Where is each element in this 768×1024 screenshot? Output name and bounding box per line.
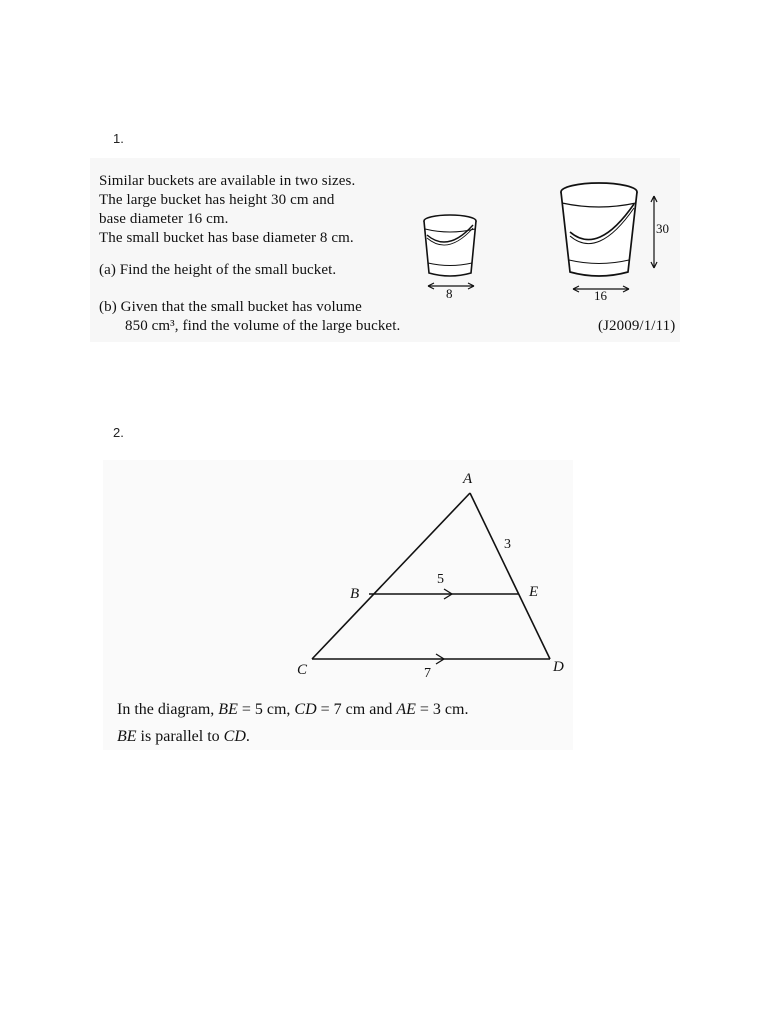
q1-part-b-line-2: 850 cm³, find the volume of the large bucket. [125, 318, 401, 334]
side-ac [312, 493, 470, 659]
small-bucket-diameter-label: 8 [446, 286, 453, 301]
q1-reference: (J2009/1/11) [598, 318, 676, 334]
q1-line-3: base diameter 16 cm. [99, 211, 229, 227]
vertex-c-label: C [297, 662, 308, 678]
q1-part-b-line-1: (b) Given that the small bucket has volume [99, 299, 362, 315]
q1-line-1: Similar buckets are available in two sizes. [99, 173, 356, 189]
length-ae-label: 3 [504, 537, 511, 552]
large-bucket-height-label: 30 [656, 221, 669, 236]
q1-line-4: The small bucket has base diameter 8 cm. [99, 230, 354, 246]
vertex-e-label: E [529, 584, 539, 600]
vertex-b-label: B [350, 586, 360, 602]
q2-text-line-2: BE is parallel to CD. [117, 728, 250, 745]
question-2-number: 2. [113, 425, 124, 440]
q2-text-line-1: In the diagram, BE = 5 cm, CD = 7 cm and AE = 3 cm. [117, 701, 469, 718]
q1-line-2: The large bucket has height 30 cm and [99, 192, 335, 208]
large-bucket-diameter-label: 16 [594, 288, 607, 303]
q1-part-a: (a) Find the height of the small bucket. [99, 262, 337, 278]
length-cd-label: 7 [424, 666, 431, 681]
vertex-a-label: A [463, 471, 473, 487]
side-ad [470, 493, 550, 659]
length-be-label: 5 [437, 572, 444, 587]
vertex-d-label: D [553, 659, 564, 675]
question-1-number: 1. [113, 131, 124, 146]
